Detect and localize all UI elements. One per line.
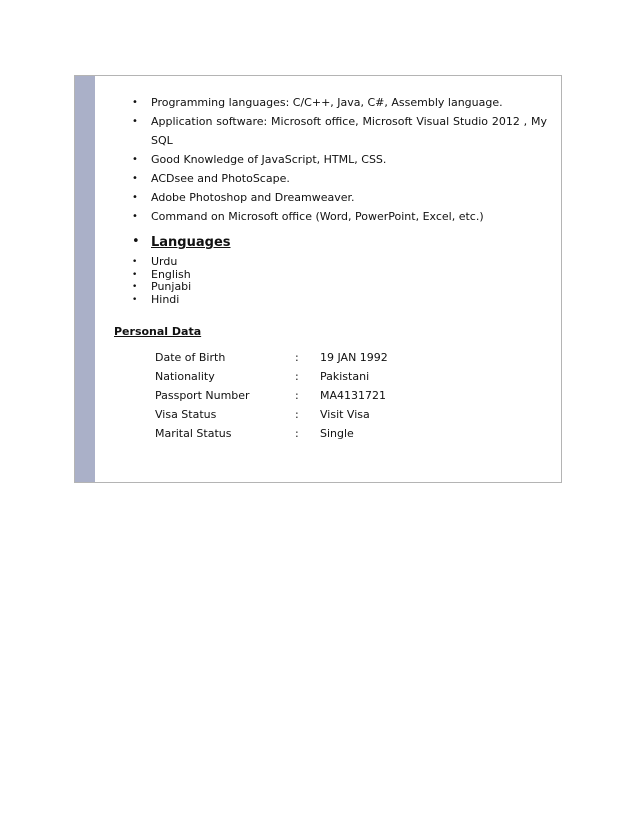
skill-text: Command on Microsoft office (Word, PowerPoint, Excel, etc.) bbox=[151, 210, 484, 223]
skill-item-application-software bbox=[75, 112, 547, 131]
language-text: Hindi bbox=[151, 292, 180, 306]
section-content bbox=[75, 76, 561, 482]
table-row bbox=[155, 405, 440, 424]
language-text: English bbox=[151, 267, 191, 281]
row-label: Date of Birth bbox=[155, 351, 226, 364]
skill-text: Good Knowledge of JavaScript, HTML, CSS. bbox=[151, 153, 387, 166]
languages-list bbox=[75, 256, 191, 306]
bullet-icon: • bbox=[132, 97, 138, 108]
skill-text: SQL bbox=[151, 134, 173, 147]
bullet-icon: • bbox=[132, 192, 138, 203]
row-label: Passport Number bbox=[155, 389, 250, 402]
skill-item-application-software-continued bbox=[75, 131, 547, 150]
row-separator: : bbox=[295, 351, 299, 364]
skill-item-imaging bbox=[75, 169, 547, 188]
table-row bbox=[155, 348, 440, 367]
bullet-icon: • bbox=[132, 211, 138, 222]
skill-item-programming bbox=[75, 93, 547, 112]
resume-section-frame bbox=[74, 75, 562, 483]
row-label: Marital Status bbox=[155, 427, 232, 440]
bullet-icon: • bbox=[132, 154, 138, 165]
skill-text: ACDsee and PhotoScape. bbox=[151, 172, 290, 185]
skill-item-web bbox=[75, 150, 547, 169]
bullet-icon: • bbox=[132, 257, 138, 267]
language-text: Punjabi bbox=[151, 280, 192, 293]
languages-heading-text: Languages bbox=[151, 235, 231, 250]
row-value: Pakistani bbox=[320, 370, 370, 383]
row-label: Visa Status bbox=[155, 408, 217, 421]
row-value: Single bbox=[320, 427, 354, 440]
list-item bbox=[75, 294, 191, 307]
bullet-icon: • bbox=[132, 269, 138, 280]
row-separator: : bbox=[295, 370, 299, 383]
row-separator: : bbox=[295, 389, 299, 402]
personal-data-table bbox=[155, 348, 440, 443]
bullet-icon: • bbox=[132, 294, 138, 305]
row-value: MA4131721 bbox=[320, 389, 387, 402]
skill-text: Adobe Photoshop and Dreamweaver. bbox=[151, 191, 355, 204]
language-text: Urdu bbox=[151, 255, 178, 268]
row-separator: : bbox=[295, 408, 299, 421]
table-row bbox=[155, 386, 440, 405]
bullet-icon: • bbox=[132, 282, 138, 292]
skill-item-office bbox=[75, 207, 547, 226]
languages-heading bbox=[75, 233, 231, 253]
bullet-icon: • bbox=[132, 116, 138, 127]
skill-text: Application software: Microsoft office, Microsoft Visual Studio 2012 , My bbox=[151, 115, 547, 128]
row-value: Visit Visa bbox=[320, 408, 370, 421]
skill-text: Programming languages: C/C++, Java, C#, Assembly language. bbox=[151, 96, 503, 109]
personal-data-heading: Personal Data bbox=[114, 325, 202, 338]
bullet-icon: • bbox=[132, 173, 138, 184]
row-value: 19 JAN 1992 bbox=[320, 351, 388, 364]
table-row bbox=[155, 424, 440, 443]
skills-list bbox=[75, 93, 547, 226]
skill-item-adobe bbox=[75, 188, 547, 207]
table-row bbox=[155, 367, 440, 386]
bullet-icon: • bbox=[132, 234, 140, 249]
row-separator: : bbox=[295, 427, 299, 440]
row-label: Nationality bbox=[155, 370, 215, 383]
